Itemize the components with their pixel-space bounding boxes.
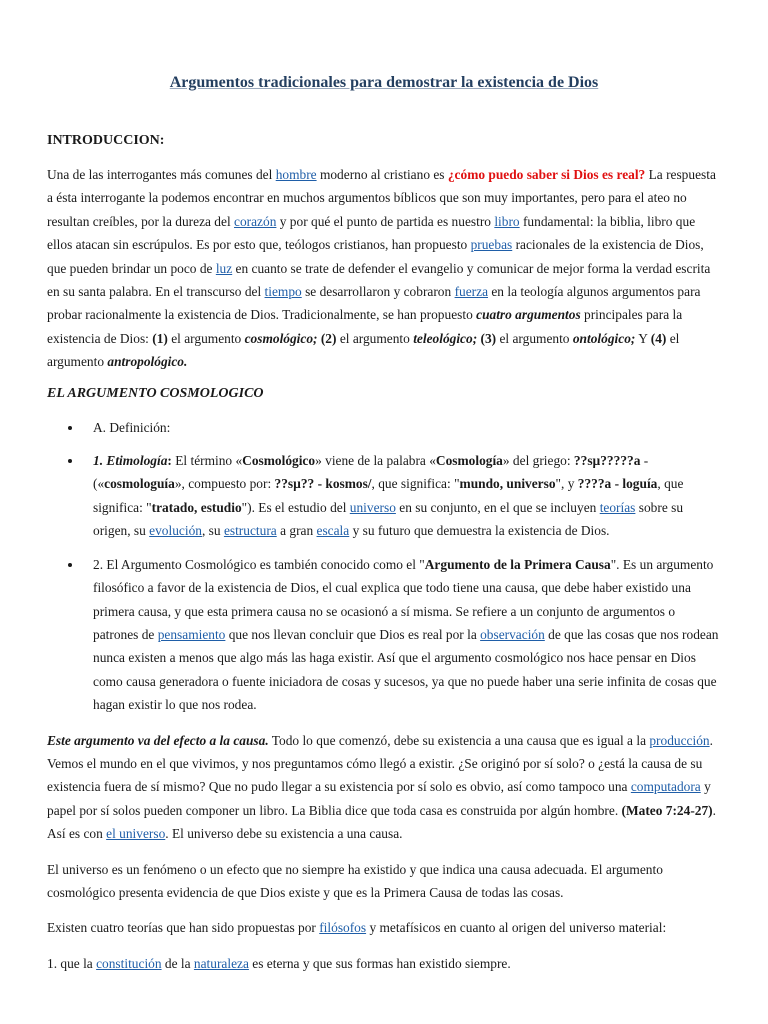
text-run: ??sµ?????a <box>573 453 641 469</box>
text-run: cosmologuía <box>104 476 175 492</box>
text-run: La respuesta a ésta interrogante la podemos encontrar en muchos argumentos bíblicos que son muy importantes, pero para el ateo no resultan creíbles, por la dureza del <box>47 167 716 229</box>
text-run: : <box>167 453 172 469</box>
num-1: (1) <box>152 330 168 346</box>
text-run: en la teología algunos argumentos para probar racionalmente la existencia de Dios. Tradicionalmente, se han propuesto <box>47 284 701 323</box>
text-run: . Vemos el mundo en el que vivimos, y nos preguntamos cómo llegó a existir. ¿Se originó por sí solo? o ¿está la causa de su existencia fuera de sí mismo? Que no pudo llegar a su existencia por sí solo es obvio, así como tampoco una <box>47 732 713 795</box>
universe-paragraph: El universo es un fenómeno o un efecto que no siempre ha existido y que indica una causa adecuada. El argumento cosmológico presenta evidencia de que Dios existe y que es la Primera Causa de todas las cosas. <box>47 861 663 900</box>
theories-paragraph <box>47 916 723 939</box>
text-run: de la <box>161 955 194 971</box>
link-computadora[interactable]: computadora <box>630 779 701 795</box>
bible-reference: (Mateo 7:24-27) <box>621 802 713 818</box>
text-run: Todo lo que comenzó, debe su existencia a una causa que es igual a la <box>268 732 650 748</box>
num-3: (3) <box>477 330 497 346</box>
link-luz[interactable]: luz <box>215 260 233 276</box>
text-run: . El universo debe su existencia a una causa. <box>165 826 403 842</box>
link-el-universo[interactable]: el universo <box>106 826 166 842</box>
term-ontologico: ontológico; <box>572 330 636 346</box>
text-run: ". Es un argumento filosófico a favor de la existencia de Dios, el cual explica que todo tiene una causa, que debe haber existido una primera causa, y que esta primera causa no se ocasionó a sí misma. Se refiere a un conjunto de argumentos o patrones de <box>93 556 714 642</box>
text-run: de que las cosas que nos rodean nunca existen a menos que algo más las haga existir. Así que el argumento cosmológico nos hace pensar en Dios como causa generadora o fuente iniciadora de cosas y sucesos, ya que no puede haber una serie infinita de cosas que hagan existir lo que nos rodea. <box>93 626 719 713</box>
text-run: sobre su origen, su <box>93 499 684 539</box>
text-run: , su <box>201 523 224 539</box>
text-run: mundo, universo <box>459 476 556 492</box>
text-run: que nos llevan concluir que Dios es real por la <box>225 626 481 642</box>
term-teleologico: teleológico; <box>413 330 478 346</box>
text-run: A. Definición: <box>93 419 171 435</box>
text-run: , que significa: " <box>93 476 684 515</box>
link-observacion[interactable]: observación <box>480 626 545 642</box>
term-cosmologico: cosmológico; <box>244 330 318 346</box>
text-run: » viene de la palabra « <box>315 453 436 469</box>
key-question: ¿cómo puedo saber si Dios es real? <box>447 167 646 182</box>
text-run: en cuanto se trate de defender el evangelio y comunicar de mejor forma la verdad escrita en su santa palabra. En el transcurso del <box>47 260 711 300</box>
text-run: y papel por sí solos pueden componer un libro. La Biblia dice que toda casa es construida por algún hombre. <box>47 779 711 818</box>
text-run: - (« <box>93 453 649 492</box>
text-run: 1. que la <box>47 955 97 971</box>
text-run: Existen cuatro teorías que han sido propuestas por <box>47 920 320 936</box>
link-libro[interactable]: libro <box>494 213 520 229</box>
link-filosofos[interactable]: filósofos <box>319 920 367 936</box>
text-run: y metafísicos en cuanto al origen del universo material: <box>366 920 667 936</box>
link-universo[interactable]: universo <box>349 499 396 515</box>
link-hombre[interactable]: hombre <box>275 167 317 182</box>
term-antropologico: antropológico. <box>107 354 188 370</box>
num-2: (2) <box>317 330 337 346</box>
text-run: el argumento <box>167 330 245 346</box>
definition-list <box>47 416 723 717</box>
text-run: El término « <box>171 453 243 469</box>
text-run: "). Es el estudio del <box>241 499 350 515</box>
list-item <box>93 416 723 439</box>
text-run: el argumento <box>496 330 573 346</box>
link-evolucion[interactable]: evolución <box>149 523 202 539</box>
text-run: moderno al cristiano es <box>316 167 448 182</box>
text-run: Argumento de la Primera Causa <box>424 556 611 572</box>
text-run: y su futuro que demuestra la existencia de Dios. <box>349 523 610 539</box>
text-run: Cosmológico <box>242 453 316 469</box>
text-run: el argumento <box>336 330 414 346</box>
text-run: racionales de la existencia de Dios, que pueden brindar un poco de <box>47 237 704 276</box>
list-item <box>93 553 723 717</box>
document-body <box>47 133 723 987</box>
link-fuerza[interactable]: fuerza <box>454 284 489 300</box>
text-run: , que significa: " <box>371 476 460 492</box>
intro-heading: INTRODUCCION: <box>47 133 165 148</box>
text-run: ??sµ?? - kosmos/ <box>274 476 372 492</box>
text-run: es eterna y que sus formas han existido siempre. <box>248 955 511 971</box>
text-run: se desarrollaron y cobraron <box>301 284 455 300</box>
text-run: ", y <box>555 476 578 492</box>
link-pensamiento[interactable]: pensamiento <box>157 626 226 642</box>
text-run: a gran <box>276 523 317 539</box>
text-run: tratado, estudio <box>151 499 242 515</box>
text-run: Una de las interrogantes más comunes del <box>47 167 276 182</box>
link-corazon[interactable]: corazón <box>234 213 277 229</box>
text-run: 2. El Argumento Cosmológico es también conocido como el " <box>93 556 425 572</box>
text-run: fundamental: la biblia, libro que ellos atacan sin escrúpulos. Es por esto que, teólogos cristianos, han propuesto <box>47 213 696 253</box>
link-constitucion[interactable]: constitución <box>96 955 162 971</box>
link-produccion[interactable]: producción <box>649 732 710 748</box>
link-pruebas[interactable]: pruebas <box>470 237 513 253</box>
thesis-statement: Este argumento va del efecto a la causa. <box>47 732 269 748</box>
link-naturaleza[interactable]: naturaleza <box>193 955 249 971</box>
etymology-label: 1. Etimología <box>93 453 168 469</box>
list-item <box>93 449 723 543</box>
text-run: Cosmología <box>435 453 503 469</box>
num-4: (4) <box>650 330 667 346</box>
link-escala[interactable]: escala <box>316 523 350 539</box>
text-run: . Así es con <box>47 802 716 842</box>
text-run: en su conjunto, en el que se incluyen <box>395 499 600 515</box>
text-run: », compuesto por: <box>174 476 275 492</box>
text-run: » del griego: <box>502 453 574 469</box>
text-run: Y <box>635 330 651 346</box>
text-run: y por qué el punto de partida es nuestro <box>276 213 495 229</box>
text-run: principales para la existencia de Dios: <box>47 307 683 346</box>
theory-1-paragraph <box>47 952 723 975</box>
text-run: ????a - loguía <box>577 476 658 492</box>
emphasis-cuatro: cuatro argumentos <box>476 307 581 323</box>
effect-cause-paragraph <box>47 729 723 846</box>
document-title: Argumentos tradicionales para demostrar la existencia de Dios <box>169 74 599 91</box>
cosmo-heading: EL ARGUMENTO COSMOLOGICO <box>47 385 264 401</box>
link-teorias[interactable]: teorías <box>599 499 636 515</box>
text-run: el argumento <box>47 330 680 370</box>
link-estructura[interactable]: estructura <box>223 523 277 539</box>
link-tiempo[interactable]: tiempo <box>264 284 302 300</box>
intro-paragraph <box>47 163 723 374</box>
